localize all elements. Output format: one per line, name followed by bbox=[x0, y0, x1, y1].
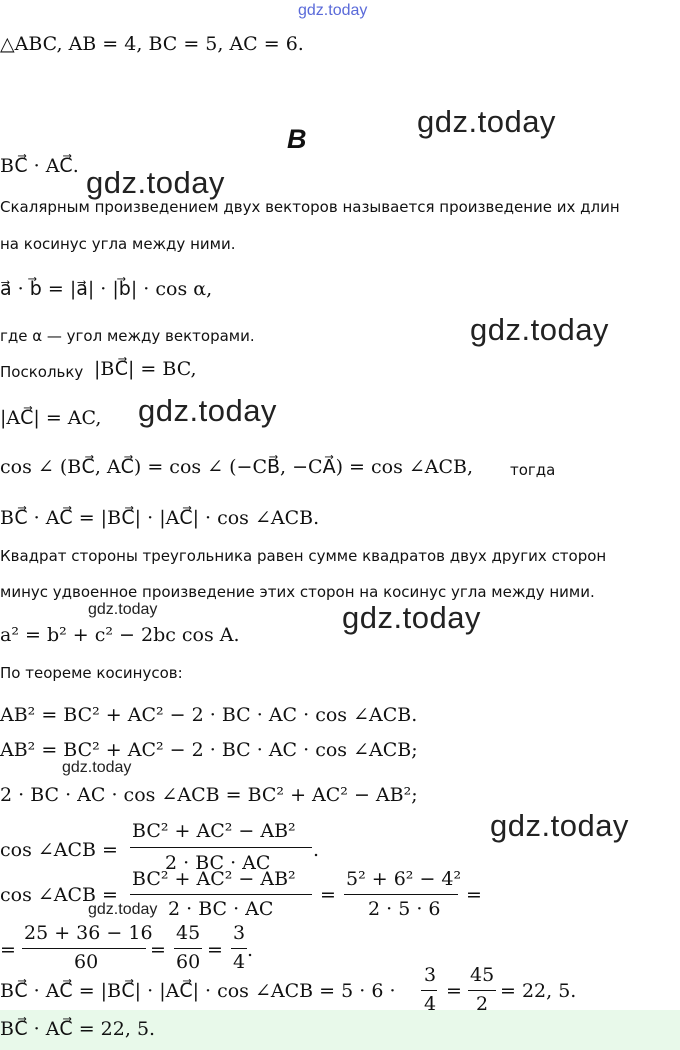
equation-2: AB² = BC² + AC² − 2 · BC · AC · cos ∠ACB; bbox=[0, 739, 418, 761]
watermark: gdz.today bbox=[470, 312, 609, 347]
equation-5-lhs: cos ∠ACB = bbox=[0, 884, 118, 906]
equals-sign: = bbox=[466, 884, 482, 906]
ac-length-eq: |AC⃗| = AC, bbox=[0, 407, 102, 429]
then-label: тогда bbox=[510, 461, 556, 479]
equation-6-numerator-2: 45 bbox=[176, 922, 201, 944]
equation-6-denominator-3: 4 bbox=[233, 951, 246, 973]
fraction-bar bbox=[130, 847, 312, 848]
equation-7-fraction-2-denominator: 2 bbox=[476, 993, 489, 1015]
equation-5-numerator-1: BC² + AC² − AB² bbox=[132, 868, 296, 890]
by-law-label: По теореме косинусов: bbox=[0, 664, 183, 682]
fraction-bar bbox=[421, 990, 437, 991]
equation-1: AB² = BC² + AC² − 2 · BC · AC · cos ∠ACB. bbox=[0, 704, 418, 726]
equation-4-period: . bbox=[313, 839, 320, 861]
equation-4-lhs: cos ∠ACB = bbox=[0, 839, 118, 861]
law-of-cosines: a² = b² + c² − 2bc cos A. bbox=[0, 624, 240, 646]
watermark: gdz.today bbox=[138, 393, 277, 428]
equation-7-fraction-1-denominator: 4 bbox=[424, 993, 437, 1015]
watermark-small: gdz.today bbox=[88, 601, 158, 618]
equals-sign: = bbox=[207, 939, 223, 961]
definition-line-2: на косинус угла между ними. bbox=[0, 235, 236, 253]
dot-product-formula: a⃗ · b⃗ = |a⃗| · |b⃗| · cos α, bbox=[0, 278, 213, 300]
rule-line-2: минус удвоенное произведение этих сторон на косинус угла между ними. bbox=[0, 583, 595, 601]
equation-5-numerator-2: 5² + 6² − 4² bbox=[346, 868, 462, 890]
fraction-bar bbox=[174, 948, 202, 949]
equation-7-fraction-2-numerator: 45 bbox=[470, 964, 495, 986]
equation-5-denominator-1: 2 · BC · AC bbox=[168, 898, 274, 920]
equals-sign: = bbox=[320, 884, 336, 906]
goal-line: BC⃗ · AC⃗. bbox=[0, 155, 79, 177]
alpha-definition: где α — угол между векторами. bbox=[0, 327, 255, 345]
fraction-bar bbox=[468, 990, 496, 991]
fraction-bar bbox=[344, 894, 458, 895]
watermark: gdz.today bbox=[417, 104, 556, 139]
equation-6-denominator-1: 60 bbox=[74, 951, 99, 973]
equation-6-numerator-3: 3 bbox=[233, 922, 246, 944]
equation-4-numerator: BC² + AC² − AB² bbox=[132, 820, 296, 842]
equals-sign: = bbox=[446, 980, 462, 1002]
rule-line-1: Квадрат стороны треугольника равен сумме квадратов двух других сторон bbox=[0, 547, 607, 565]
equation-7: BC⃗ · AC⃗ = |BC⃗| · |AC⃗| · cos ∠ACB = 5 · 6 · bbox=[0, 980, 396, 1002]
equals-sign: = bbox=[0, 939, 16, 961]
dot-expansion: BC⃗ · AC⃗ = |BC⃗| · |AC⃗| · cos ∠ACB. bbox=[0, 507, 320, 529]
fraction-bar bbox=[22, 948, 146, 949]
equation-6-denominator-2: 60 bbox=[176, 951, 201, 973]
equation-7-fraction-1-numerator: 3 bbox=[424, 964, 437, 986]
equation-7-result: = 22, 5. bbox=[500, 980, 577, 1002]
watermark: gdz.today bbox=[342, 600, 481, 635]
watermark-small: gdz.today bbox=[62, 759, 132, 776]
equation-5-denominator-2: 2 · 5 · 6 bbox=[368, 898, 441, 920]
watermark: gdz.today bbox=[86, 165, 225, 200]
fraction-bar bbox=[130, 894, 312, 895]
since-label: Поскольку bbox=[0, 363, 84, 381]
answer-line: BC⃗ · AC⃗ = 22, 5. bbox=[0, 1018, 156, 1040]
equation-6-numerator-1: 25 + 36 − 16 bbox=[24, 922, 153, 944]
bc-length-eq: |BC⃗| = BC, bbox=[94, 358, 197, 380]
watermark: gdz.today bbox=[490, 808, 629, 843]
task-label: B bbox=[287, 124, 307, 154]
definition-line-1: Скалярным произведением двух векторов называется произведение их длин bbox=[0, 198, 620, 216]
equals-sign: = bbox=[150, 939, 166, 961]
watermark-top: gdz.today bbox=[298, 2, 368, 19]
cos-angle-eq: cos ∠ (BC⃗, AC⃗) = cos ∠ (−CB⃗, −CA⃗) = cos ∠ACB, bbox=[0, 456, 474, 478]
equation-4-denominator: 2 · BC · AC bbox=[165, 852, 271, 874]
fraction-bar bbox=[231, 948, 247, 949]
watermark-small: gdz.today bbox=[88, 901, 158, 918]
equation-6-period: . bbox=[247, 939, 254, 961]
given-line: △ABC, AB = 4, BC = 5, AC = 6. bbox=[0, 33, 304, 55]
equation-3: 2 · BC · AC · cos ∠ACB = BC² + AC² − AB²; bbox=[0, 784, 418, 806]
